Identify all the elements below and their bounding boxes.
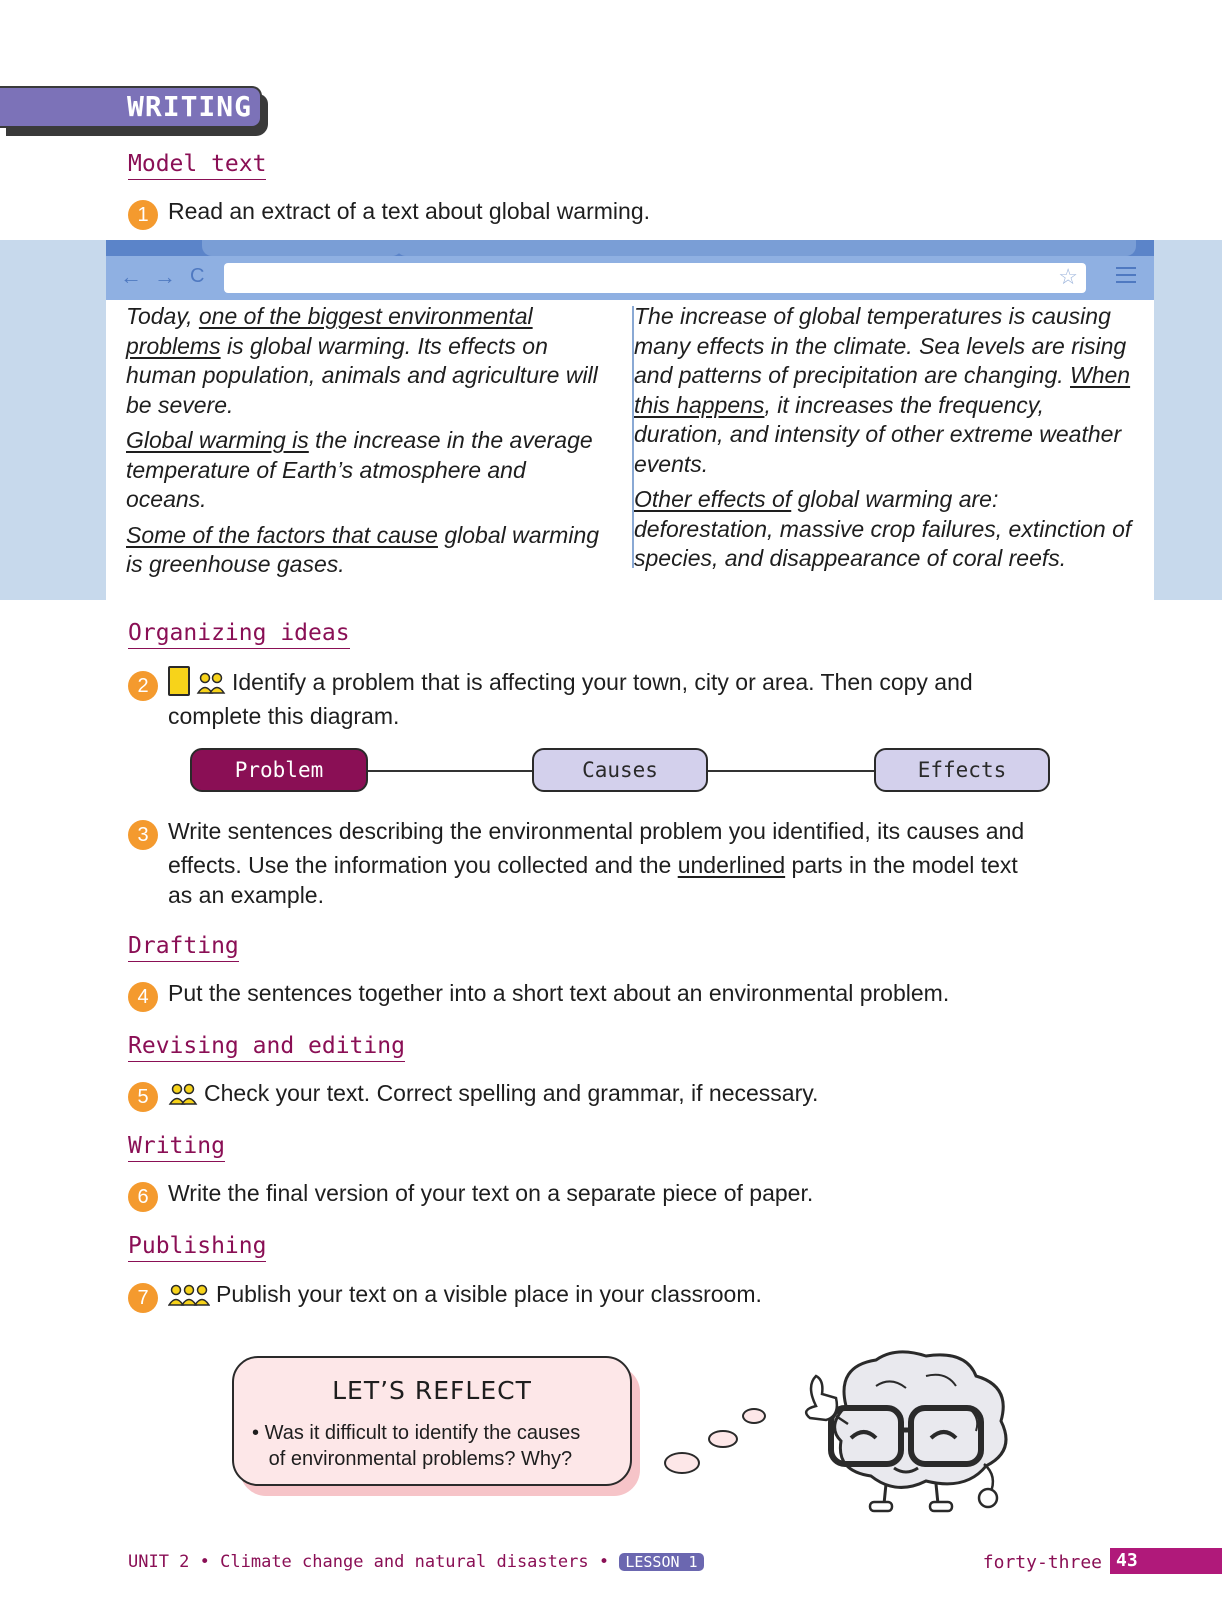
section-banner	[0, 86, 268, 134]
pair-work-icon	[168, 1083, 198, 1105]
notebook-icon	[168, 666, 190, 696]
extract-paragraph: Other effects of global warming are: deforestation, massive crop failures, extinction of species, and disappearance of coral reefs.	[634, 486, 1132, 571]
menu-icon	[1116, 262, 1136, 288]
task-number: 1	[128, 200, 158, 230]
side-band-left	[0, 240, 106, 600]
task-text-continued: as an example.	[168, 882, 324, 908]
section-title-drafting: Drafting	[128, 932, 239, 962]
reflect-title: LET’S REFLECT	[332, 1376, 532, 1405]
task-text-continued: complete this diagram.	[168, 703, 400, 729]
lesson-badge: LESSON 1	[619, 1553, 703, 1571]
diagram-connector	[708, 770, 874, 772]
extract-paragraph: The increase of global temperatures is causing many effects in the climate. Sea levels are rising and patterns of precipitation are changing. When this happens, it increases the frequency, duration, and intensity of other extreme weather events.	[634, 303, 1131, 477]
task-text: Identify a problem that is affecting your town, city or area. Then copy and	[232, 669, 973, 695]
address-bar	[224, 263, 1086, 293]
task-number: 3	[128, 820, 158, 850]
task-number: 2	[128, 671, 158, 701]
task-number: 7	[128, 1283, 158, 1313]
task-2	[128, 666, 1128, 731]
browser-toolbar	[106, 256, 1154, 300]
footer-unit-info: UNIT 2 • Climate change and natural disasters • LESSON 1	[128, 1552, 704, 1572]
thought-bubble	[742, 1408, 766, 1424]
star-icon: ☆	[1058, 264, 1078, 289]
thought-bubble	[664, 1452, 700, 1474]
group-work-icon	[168, 1284, 210, 1306]
task-text-continued: effects. Use the information you collected and the underlined parts in the model text	[168, 852, 1018, 878]
task-text: Read an extract of a text about global warming.	[168, 198, 651, 224]
task-text: Write the final version of your text on a separate piece of paper.	[168, 1180, 814, 1206]
extract-left-column	[126, 302, 606, 586]
refresh-icon: C	[190, 265, 205, 287]
task-5	[128, 1078, 818, 1112]
extract-right-column	[634, 302, 1134, 580]
diagram-node-causes: Causes	[532, 748, 708, 792]
browser-tab	[202, 240, 402, 256]
task-3	[128, 816, 1128, 910]
thought-bubble	[708, 1430, 738, 1448]
side-band-right	[1154, 240, 1222, 600]
brain-mascot-icon	[776, 1346, 1036, 1516]
task-number: 4	[128, 982, 158, 1012]
section-title-publishing: Publishing	[128, 1232, 266, 1262]
task-1	[128, 196, 650, 230]
section-title-writing: Writing	[128, 1132, 225, 1162]
extract-paragraph: Some of the factors that cause global warming is greenhouse gases.	[126, 521, 600, 577]
task-text: Write sentences describing the environmental problem you identified, its causes and	[168, 818, 1025, 844]
reflect-box	[232, 1356, 632, 1486]
diagram-node-effects: Effects	[874, 748, 1050, 792]
browser-tab	[396, 240, 1136, 256]
section-title-revising: Revising and editing	[128, 1032, 405, 1062]
task-number: 5	[128, 1082, 158, 1112]
browser-window	[106, 240, 1154, 600]
task-6	[128, 1178, 813, 1212]
page-number: 43	[1110, 1548, 1222, 1574]
banner-title: WRITING	[127, 90, 253, 123]
page-number-words: forty-three	[982, 1552, 1102, 1573]
section-title-organizing-ideas: Organizing ideas	[128, 619, 350, 649]
back-arrow-icon: ←	[120, 264, 142, 289]
section-title-model-text: Model text	[128, 150, 266, 180]
diagram-connector	[368, 770, 532, 772]
task-number: 6	[128, 1182, 158, 1212]
task-text: Publish your text on a visible place in your classroom.	[216, 1281, 762, 1307]
browser-tab-bar	[106, 240, 1154, 256]
task-7	[128, 1279, 762, 1313]
task-text: Check your text. Correct spelling and grammar, if necessary.	[204, 1080, 819, 1106]
task-text: Put the sentences together into a short text about an environmental problem.	[168, 980, 950, 1006]
task-4	[128, 978, 949, 1012]
diagram-node-problem: Problem	[190, 748, 368, 792]
extract-paragraph: Global warming is the increase in the average temperature of Earth’s atmosphere and oceans.	[126, 427, 593, 512]
pair-work-icon	[196, 672, 226, 694]
forward-arrow-icon: →	[154, 264, 176, 289]
reflect-question: • Was it difficult to identify the causes of environmental problems? Why?	[252, 1422, 581, 1470]
extract-paragraph: Today, one of the biggest environmental problems is global warming. Its effects on human population, animals and agriculture will be severe.	[126, 303, 598, 418]
